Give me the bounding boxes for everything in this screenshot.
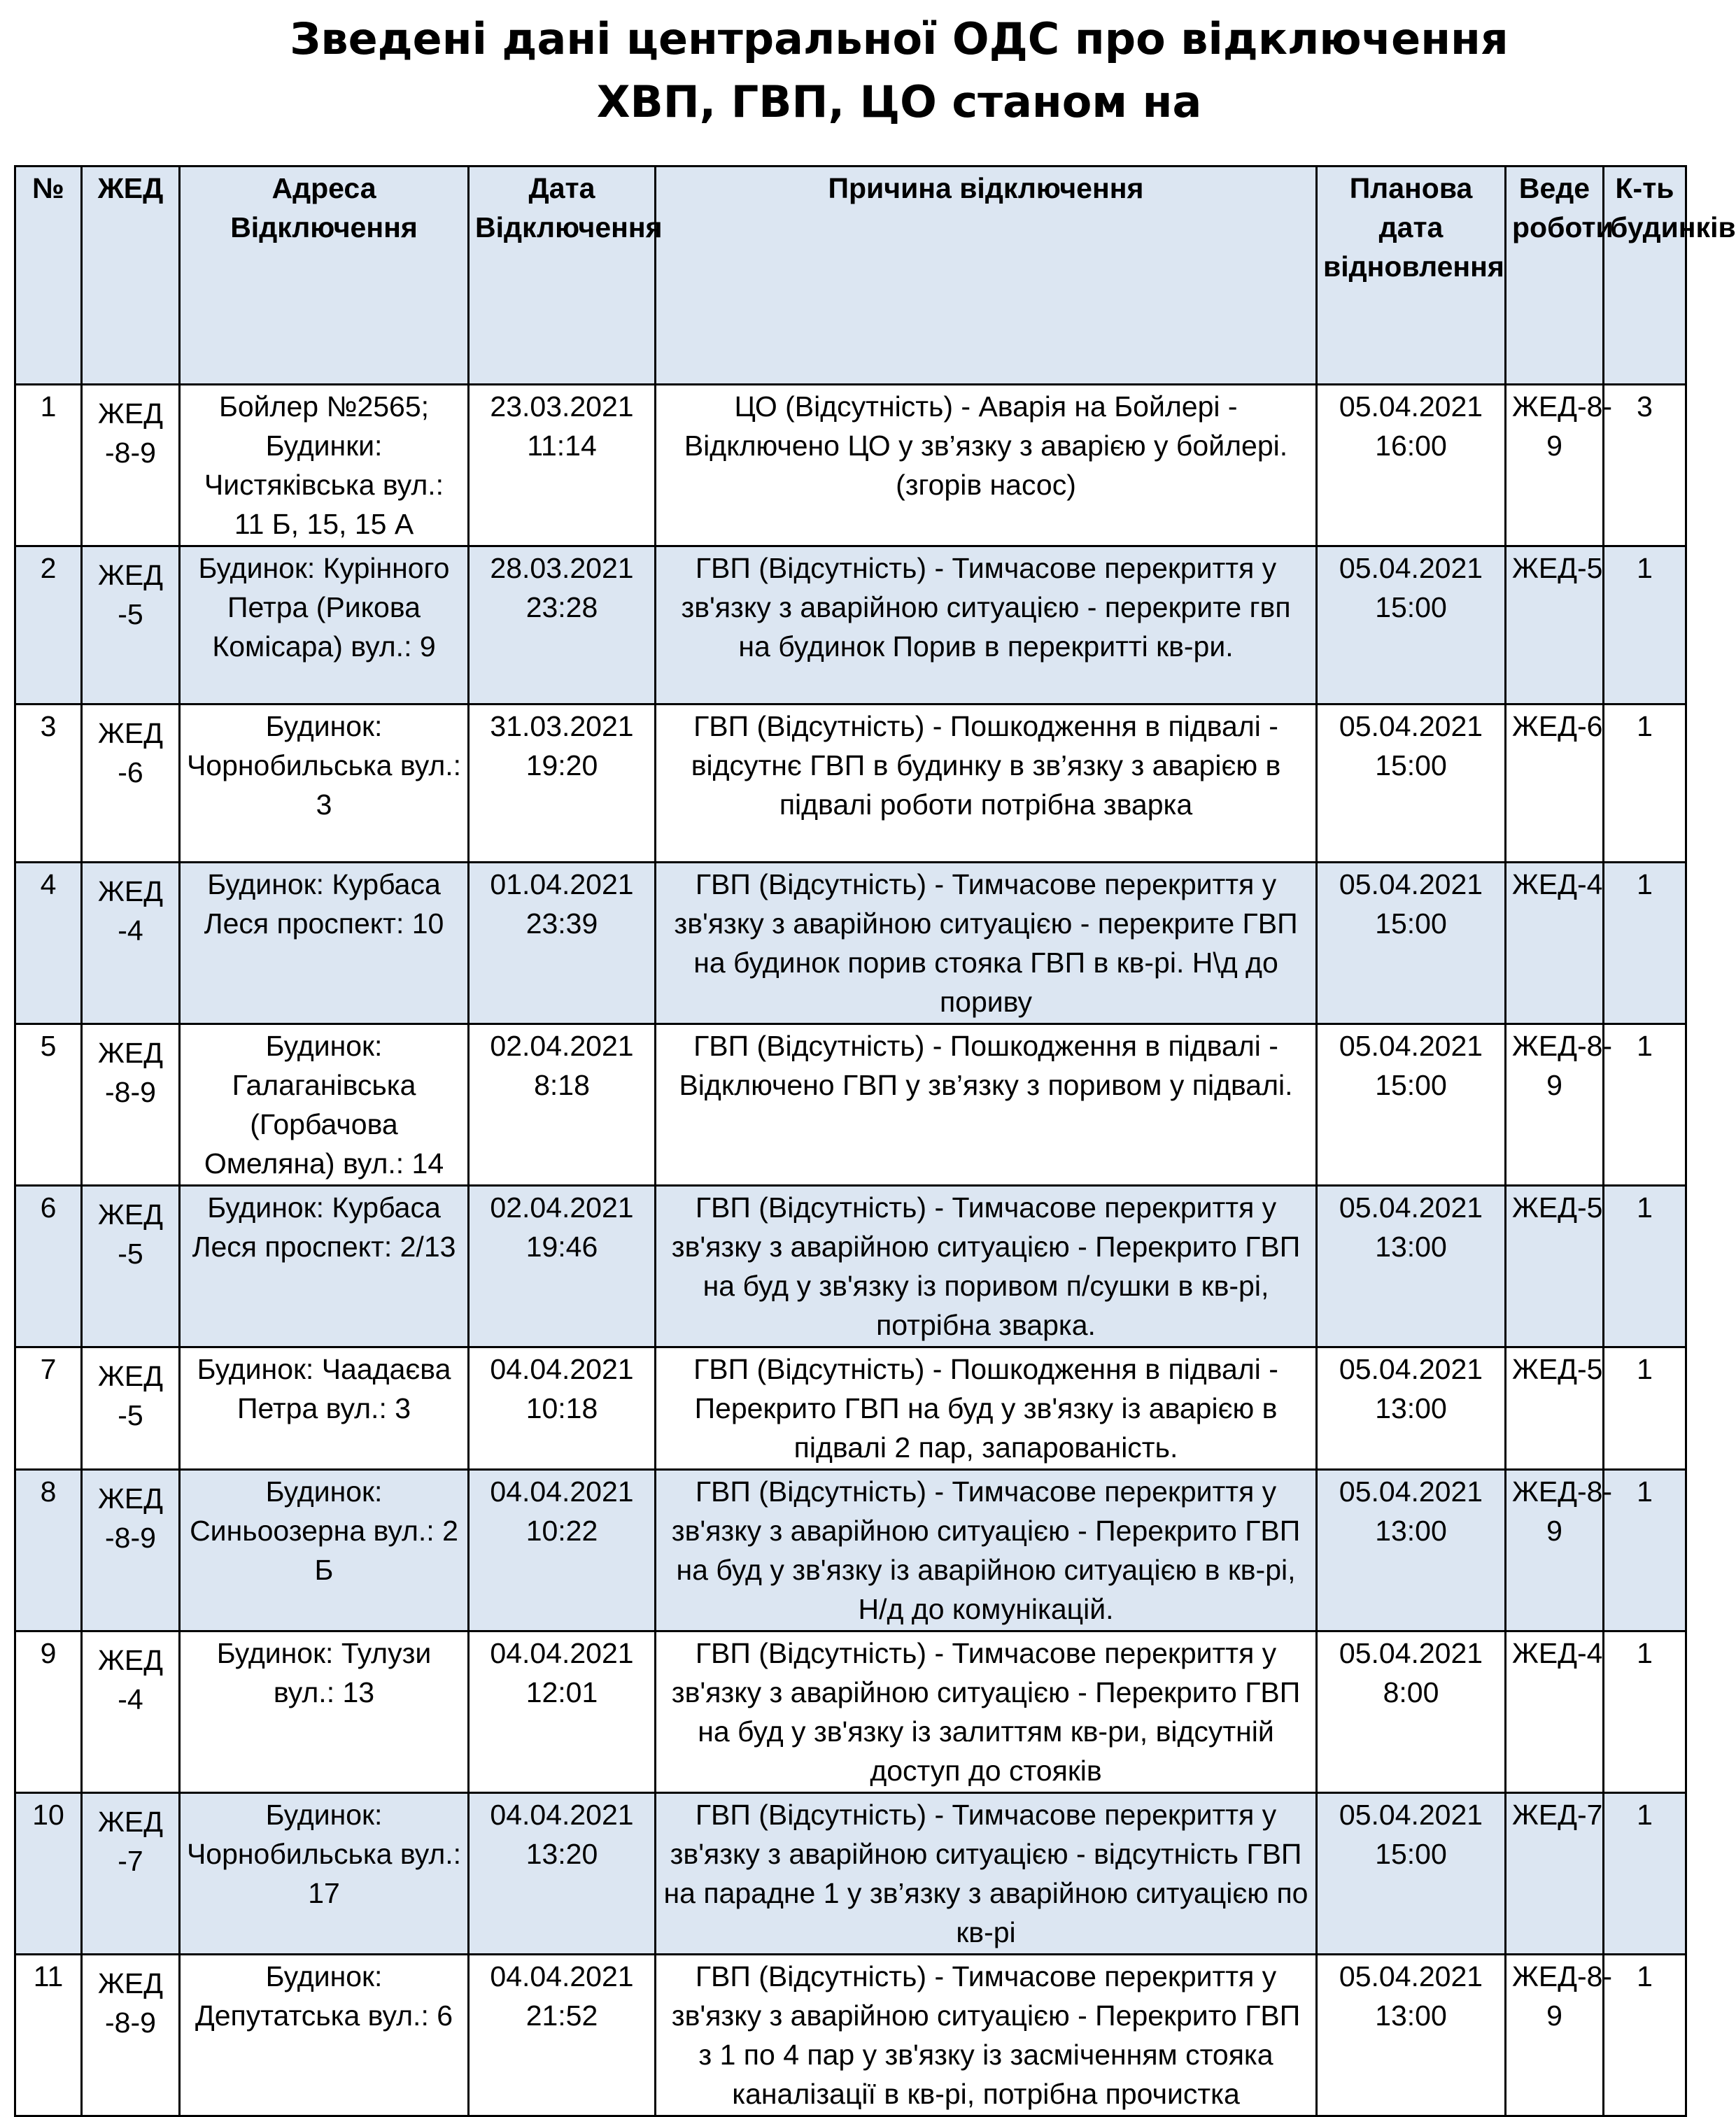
row-planned-date: 05.04.2021 13:00 — [1317, 1186, 1506, 1347]
row-date-off: 02.04.2021 8:18 — [469, 1024, 656, 1186]
row-zhed — [82, 1955, 180, 2116]
zhed-label: ЖЕД -5 — [98, 1198, 163, 1270]
row-number: 5 — [15, 1024, 82, 1186]
row-address: Будинок: Галаганівська (Горбачова Омеляна) вул.: 14 — [180, 1024, 469, 1186]
zhed-label: ЖЕД -8-9 — [98, 1037, 163, 1108]
zhed-label: ЖЕД -8-9 — [98, 1967, 163, 2039]
row-address: Будинок: Чорнобильська вул.: 17 — [180, 1793, 469, 1955]
header-worker: Веде роботи — [1506, 167, 1604, 385]
document-title-line-2: ХВП, ГВП, ЦО станом на — [596, 76, 1202, 127]
row-zhed — [82, 1470, 180, 1631]
row-planned-date: 05.04.2021 15:00 — [1317, 1024, 1506, 1186]
row-building-count: 1 — [1604, 1347, 1686, 1470]
outages-table — [14, 165, 1736, 2117]
row-date-off: 23.03.2021 11:14 — [469, 385, 656, 546]
row-number: 4 — [15, 863, 82, 1024]
row-worker: ЖЕД-6 — [1506, 705, 1604, 863]
row-address: Будинок: Курінного Петра (Рикова Комісара) вул.: 9 — [180, 546, 469, 705]
header-address: Адреса Відключення — [180, 167, 469, 385]
row-building-count: 1 — [1604, 546, 1686, 705]
zhed-label: ЖЕД -5 — [98, 1360, 163, 1431]
row-address: Будинок: Депутатська вул.: 6 — [180, 1955, 469, 2116]
row-planned-date: 05.04.2021 13:00 — [1317, 1955, 1506, 2116]
row-zhed — [82, 705, 180, 863]
row-address: Будинок: Чаадаєва Петра вул.: 3 — [180, 1347, 469, 1470]
table-row — [15, 1955, 1686, 2116]
row-address: Будинок: Тулузи вул.: 13 — [180, 1631, 469, 1793]
row-worker: ЖЕД-4 — [1506, 863, 1604, 1024]
table-row — [15, 1186, 1686, 1347]
row-reason: ГВП (Відсутність) - Тимчасове перекриття у зв'язку з аварійною ситуацією - Перекрито ГВП з 1 по 4 пар у зв'язку із засміченням стояка каналізації в кв-рі, потрібна прочистка — [656, 1955, 1317, 2116]
row-zhed — [82, 1024, 180, 1186]
table-row — [15, 546, 1686, 705]
row-planned-date: 05.04.2021 16:00 — [1317, 385, 1506, 546]
row-zhed — [82, 1347, 180, 1470]
row-zhed — [82, 1186, 180, 1347]
row-reason: ГВП (Відсутність) - Пошкодження в підвалі - відсутнє ГВП в будинку в зв’язку з аварією в підвалі роботи потрібна зварка — [656, 705, 1317, 863]
row-address: Будинок: Курбаса Леся проспект: 10 — [180, 863, 469, 1024]
row-worker: ЖЕД-5 — [1506, 1347, 1604, 1470]
row-building-count: 1 — [1604, 1024, 1686, 1186]
row-date-off: 04.04.2021 10:18 — [469, 1347, 656, 1470]
row-building-count: 1 — [1604, 705, 1686, 863]
row-number: 9 — [15, 1631, 82, 1793]
header-planned-date: Планова дата відновлення — [1317, 167, 1506, 385]
row-address: Будинок: Курбаса Леся проспект: 2/13 — [180, 1186, 469, 1347]
zhed-label: ЖЕД -7 — [98, 1806, 163, 1877]
row-worker: ЖЕД-5 — [1506, 1186, 1604, 1347]
row-reason: ГВП (Відсутність) - Пошкодження в підвалі - Відключено ГВП у зв’язку з поривом у підвалі. — [656, 1024, 1317, 1186]
row-number: 8 — [15, 1470, 82, 1631]
row-number: 2 — [15, 546, 82, 705]
table-row — [15, 863, 1686, 1024]
row-date-off: 04.04.2021 13:20 — [469, 1793, 656, 1955]
zhed-label: ЖЕД -6 — [98, 717, 163, 788]
row-reason: ГВП (Відсутність) - Тимчасове перекриття у зв'язку з аварійною ситуацією - відсутність ГВП на парадне 1 у зв’язку з аварійною ситуацією по кв-рі — [656, 1793, 1317, 1955]
row-worker: ЖЕД-8-9 — [1506, 385, 1604, 546]
row-worker: ЖЕД-8-9 — [1506, 1470, 1604, 1631]
row-address: Будинок: Синьоозерна вул.: 2 Б — [180, 1470, 469, 1631]
row-building-count: 1 — [1604, 1793, 1686, 1955]
row-worker: ЖЕД-8-9 — [1506, 1024, 1604, 1186]
row-building-count: 1 — [1604, 863, 1686, 1024]
row-worker: ЖЕД-5 — [1506, 546, 1604, 705]
row-number: 10 — [15, 1793, 82, 1955]
row-number: 7 — [15, 1347, 82, 1470]
row-worker: ЖЕД-8-9 — [1506, 1955, 1604, 2116]
zhed-label: ЖЕД -8-9 — [98, 1482, 163, 1554]
row-address: Будинок: Чорнобильська вул.: 3 — [180, 705, 469, 863]
header-reason: Причина відключення — [656, 167, 1317, 385]
zhed-label: ЖЕД -8-9 — [98, 397, 163, 469]
table-body — [15, 385, 1686, 2116]
row-number: 1 — [15, 385, 82, 546]
row-planned-date: 05.04.2021 13:00 — [1317, 1347, 1506, 1470]
row-date-off: 01.04.2021 23:39 — [469, 863, 656, 1024]
row-zhed — [82, 863, 180, 1024]
row-reason: ЦО (Відсутність) - Аварія на Бойлері - Відключено ЦО у зв’язку з аварією у бойлері. (згорів насос) — [656, 385, 1317, 546]
header-zhed: ЖЕД — [82, 167, 180, 385]
document-title-line-1: Зведені дані центральної ОДС про відключення — [290, 13, 1509, 64]
row-zhed — [82, 546, 180, 705]
row-building-count: 1 — [1604, 1631, 1686, 1793]
row-planned-date: 05.04.2021 15:00 — [1317, 705, 1506, 863]
header-count: К-ть будинків — [1604, 167, 1686, 385]
row-planned-date: 05.04.2021 13:00 — [1317, 1470, 1506, 1631]
row-date-off: 31.03.2021 19:20 — [469, 705, 656, 863]
row-zhed — [82, 1793, 180, 1955]
row-date-off: 04.04.2021 21:52 — [469, 1955, 656, 2116]
row-reason: ГВП (Відсутність) - Пошкодження в підвалі - Перекрито ГВП на буд у зв'язку із аварією в підвалі 2 пар, запарованість. — [656, 1347, 1317, 1470]
zhed-label: ЖЕД -4 — [98, 1644, 163, 1715]
header-date-off: Дата Відключення — [469, 167, 656, 385]
row-number: 6 — [15, 1186, 82, 1347]
row-number: 11 — [15, 1955, 82, 2116]
table-row — [15, 1793, 1686, 1955]
table-row — [15, 1024, 1686, 1186]
row-reason: ГВП (Відсутність) - Тимчасове перекриття у зв'язку з аварійною ситуацією - перекрите ГВП на будинок порив стояка ГВП в кв-рі. Н\д до пориву — [656, 863, 1317, 1024]
table-header-row — [15, 167, 1686, 385]
row-date-off: 04.04.2021 12:01 — [469, 1631, 656, 1793]
row-worker: ЖЕД-7 — [1506, 1793, 1604, 1955]
row-date-off: 04.04.2021 10:22 — [469, 1470, 656, 1631]
header-num: № — [15, 167, 82, 385]
table-row — [15, 1347, 1686, 1470]
row-worker: ЖЕД-4 — [1506, 1631, 1604, 1793]
row-reason: ГВП (Відсутність) - Тимчасове перекриття у зв'язку з аварійною ситуацією - Перекрито ГВП на буд у зв'язку із залиттям кв-ри, відсутній доступ до стояків — [656, 1631, 1317, 1793]
row-planned-date: 05.04.2021 15:00 — [1317, 546, 1506, 705]
row-reason: ГВП (Відсутність) - Тимчасове перекриття у зв'язку з аварійною ситуацією - перекрите гвп на будинок Порив в перекритті кв-ри. — [656, 546, 1317, 705]
row-zhed — [82, 1631, 180, 1793]
table-row — [15, 705, 1686, 863]
row-building-count: 1 — [1604, 1186, 1686, 1347]
zhed-label: ЖЕД -4 — [98, 875, 163, 947]
row-building-count: 1 — [1604, 1470, 1686, 1631]
row-date-off: 02.04.2021 19:46 — [469, 1186, 656, 1347]
table-row — [15, 385, 1686, 546]
row-planned-date: 05.04.2021 15:00 — [1317, 1793, 1506, 1955]
row-reason: ГВП (Відсутність) - Тимчасове перекриття у зв'язку з аварійною ситуацією - Перекрито ГВП на буд у зв'язку із поривом п/сушки в кв-рі, потрібна зварка. — [656, 1186, 1317, 1347]
row-number: 3 — [15, 705, 82, 863]
row-reason: ГВП (Відсутність) - Тимчасове перекриття у зв'язку з аварійною ситуацією - Перекрито ГВП на буд у зв'язку із аварійною ситуацією в кв-рі, Н/д до комунікацій. — [656, 1470, 1317, 1631]
table-row — [15, 1631, 1686, 1793]
zhed-label: ЖЕД -5 — [98, 559, 163, 630]
row-planned-date: 05.04.2021 15:00 — [1317, 863, 1506, 1024]
table-row — [15, 1470, 1686, 1631]
row-date-off: 28.03.2021 23:28 — [469, 546, 656, 705]
row-building-count: 1 — [1604, 1955, 1686, 2116]
row-zhed — [82, 385, 180, 546]
row-building-count: 3 — [1604, 385, 1686, 546]
row-address: Бойлер №2565; Будинки: Чистяківська вул.: 11 Б, 15, 15 А — [180, 385, 469, 546]
row-planned-date: 05.04.2021 8:00 — [1317, 1631, 1506, 1793]
